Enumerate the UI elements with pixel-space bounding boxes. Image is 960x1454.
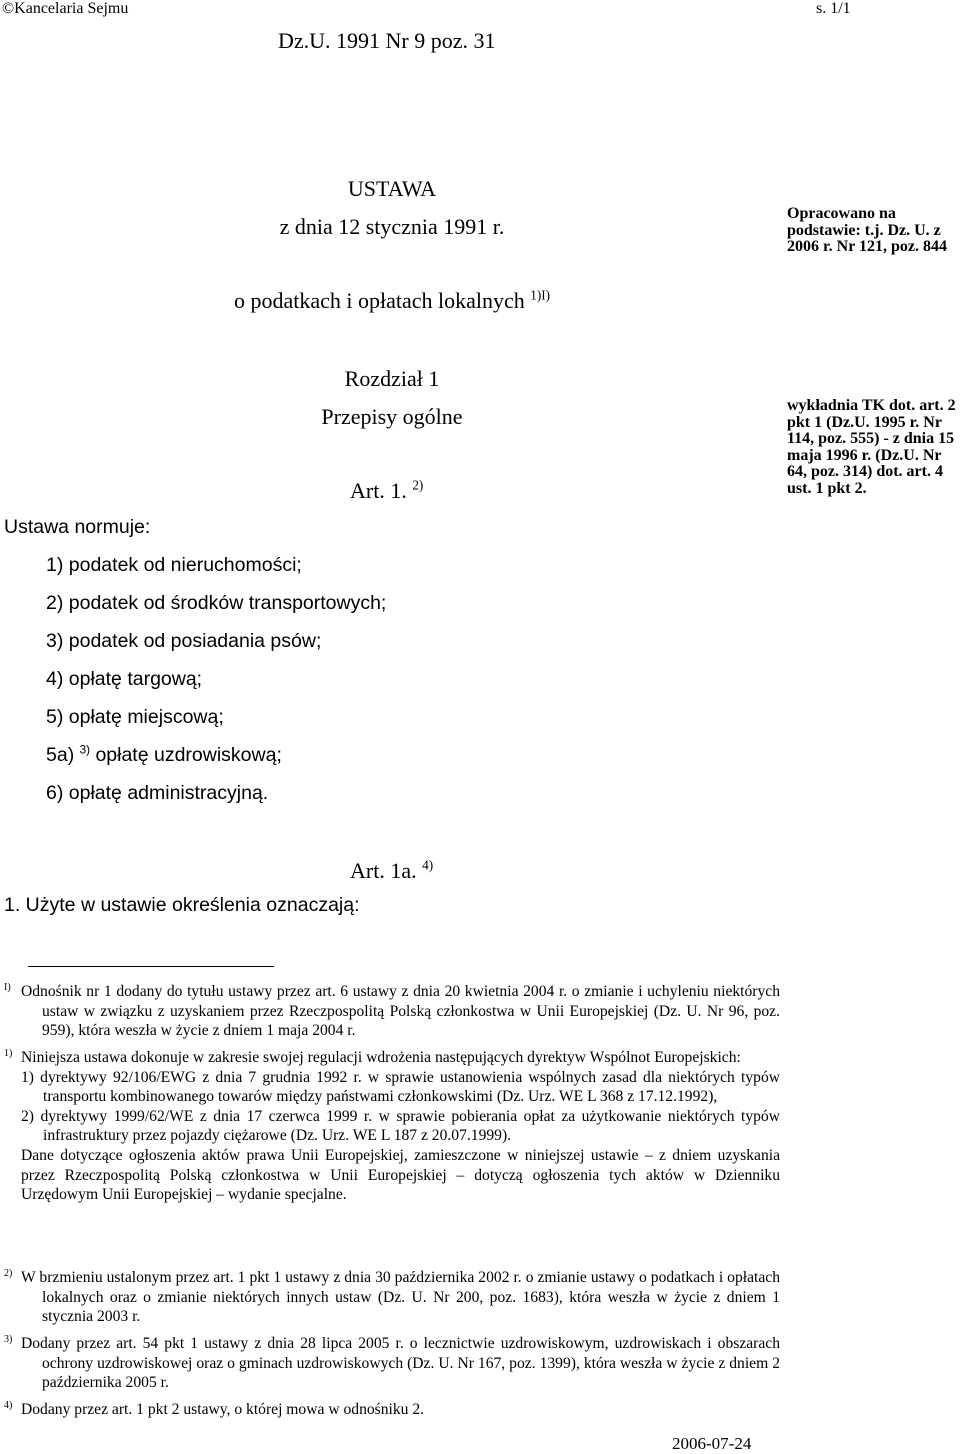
article-1-item-text: podatek od środków transportowych; <box>68 592 387 614</box>
side-note-basis: Opracowano na podstawie: t.j. Dz. U. z 2006 r. Nr 121, poz. 844 <box>787 205 947 255</box>
act-date: z dnia 12 stycznia 1991 r. <box>279 214 505 239</box>
footnote-I-mark: I) <box>4 982 11 993</box>
footnote-3-mark: 3) <box>4 1334 13 1345</box>
footnote-separator <box>28 966 274 967</box>
side-note-interpretation: wykładnia TK dot. art. 2 pkt 1 (Dz.U. 1995 r. Nr 114, poz. 555) - z dnia 15 maja 1996 r. (Dz.U. Nr 64, poz. 314) dot. art. 4 ust. 1 pkt 2. <box>787 397 956 497</box>
footnote-3-text: Dodany przez art. 54 pkt 1 ustawy z dnia 28 lipca 2005 r. o lecznictwie uzdrowiskowym, uzdrowiskach i obszarach ochrony uzdrowiskowej oraz o gminach uzdrowiskowych (Dz. U. Nr 167, poz. 1399), która weszła w życie z dniem 2 października 2005 r. <box>21 1335 780 1392</box>
article-1-footnote-ref: 2) <box>412 477 424 493</box>
chapter-number: Rozdział 1 <box>344 366 440 391</box>
act-subject-text: o podatkach i opłatach lokalnych <box>233 288 525 313</box>
footnote-I-text: Odnośnik nr 1 dodany do tytułu ustawy przez art. 6 ustawy z dnia 20 kwietnia 2004 r. o zmianie i uchyleniu niektórych ustaw w związku z uzyskaniem przez Rzeczpospolitą Polską członkostwa w Unii Europejskiej (Dz. U. Nr 96, poz. 959), która weszła w życie z dniem 1 maja 2004 r. <box>21 983 780 1040</box>
article-1-item <box>46 554 302 577</box>
article-1-item-label: 5a) <box>46 744 75 766</box>
chapter-title: Przepisy ogólne <box>321 404 463 429</box>
footer-date: 2006-07-24 <box>672 1434 752 1453</box>
article-1-item-label: 1) <box>46 554 64 576</box>
article-1-item-label: 4) <box>46 668 64 690</box>
article-1a-paragraph-1: 1. Użyte w ustawie określenia oznaczają: <box>4 894 360 916</box>
article-1-item <box>46 592 386 615</box>
article-1-item <box>46 744 282 767</box>
article-1-item <box>46 668 202 691</box>
footnote-1-item-1: 1) dyrektywy 92/106/EWG z dnia 7 grudnia 1992 r. w sprawie ustanowienia wspólnych zasad dla niektórych typów transportu kombinowanego towarów między państwami członkowskimi (Dz. Urz. WE L 368 z 17.12.1992), <box>21 1068 780 1106</box>
article-1-heading <box>350 478 423 504</box>
act-type: USTAWA <box>347 176 437 201</box>
footnote-1-text: Niniejsza ustawa dokonuje w zakresie swojej regulacji wdrożenia następujących dyrektyw Wspólnot Europejskich: <box>21 1049 741 1066</box>
footnote-4 <box>4 1400 780 1420</box>
article-1a-heading-text: Art. 1a. <box>350 858 417 883</box>
footnote-3 <box>4 1334 780 1393</box>
act-subject-footnote-ref: 1)I) <box>530 287 551 303</box>
publication-reference: Dz.U. 1991 Nr 9 poz. 31 <box>278 28 496 53</box>
article-1-item-footnote-ref: 3) <box>79 743 91 757</box>
footnote-4-mark: 4) <box>4 1400 13 1411</box>
article-1-item-label: 5) <box>46 706 64 728</box>
article-1-item-label: 2) <box>46 592 64 614</box>
article-1-item <box>46 706 224 729</box>
footnote-I <box>4 982 780 1041</box>
footnote-1-item-2: 2) dyrektywy 1999/62/WE z dnia 17 czerwca 1999 r. w sprawie pobierania opłat za użytkowanie niektórych typów infrastruktury przez pojazdy ciężarowe (Dz. Urz. WE L 187 z 20.07.1999). <box>21 1107 780 1145</box>
article-1-item-text: opłatę targową; <box>68 668 203 690</box>
footnote-1-mark: 1) <box>4 1048 13 1059</box>
footnote-4-text: Dodany przez art. 1 pkt 2 ustawy, o której mowa w odnośniku 2. <box>21 1401 425 1418</box>
footnote-1-note: Dane dotyczące ogłoszenia aktów prawa Unii Europejskiej, zamieszczone w niniejszej ustawie – z dniem uzyskania przez Rzeczpospolitą Polską członkostwa w Unii Europejskiej – dotyczą ogłoszenia tych aktów w Dzienniku Urzędowym Unii Europejskiej – wydanie specjalne. <box>21 1146 780 1204</box>
article-1-item <box>46 782 268 805</box>
article-1-item-text: podatek od posiadania psów; <box>68 630 322 652</box>
footnote-2 <box>4 1268 780 1327</box>
article-1-item-label: 6) <box>46 782 64 804</box>
footnote-2-text: W brzmieniu ustalonym przez art. 1 pkt 1 ustawy z dnia 30 października 2002 r. o zmianie ustawy o podatkach i opłatach lokalnych oraz o zmianie niektórych innych ustaw (Dz. U. Nr 200, poz. 1683), która weszła w życie z dniem 1 stycznia 2003 r. <box>21 1269 780 1326</box>
article-1-item-text: opłatę uzdrowiskową; <box>95 744 282 766</box>
article-1-item-text: podatek od nieruchomości; <box>68 554 302 576</box>
article-1a-heading <box>350 858 433 884</box>
footnote-2-mark: 2) <box>4 1268 13 1279</box>
article-1-heading-text: Art. 1. <box>350 478 407 503</box>
article-1a-footnote-ref: 4) <box>422 857 434 873</box>
footnote-1 <box>4 1048 780 1205</box>
article-1-item <box>46 630 321 653</box>
header-page-number: s. 1/1 <box>816 0 851 17</box>
act-subject <box>92 288 692 314</box>
article-1-item-text: opłatę miejscową; <box>68 706 224 728</box>
article-1-item-text: opłatę administracyjną. <box>68 782 269 804</box>
article-1-intro: Ustawa normuje: <box>4 516 151 538</box>
article-1-item-label: 3) <box>46 630 64 652</box>
header-publisher: ©Kancelaria Sejmu <box>2 0 129 17</box>
